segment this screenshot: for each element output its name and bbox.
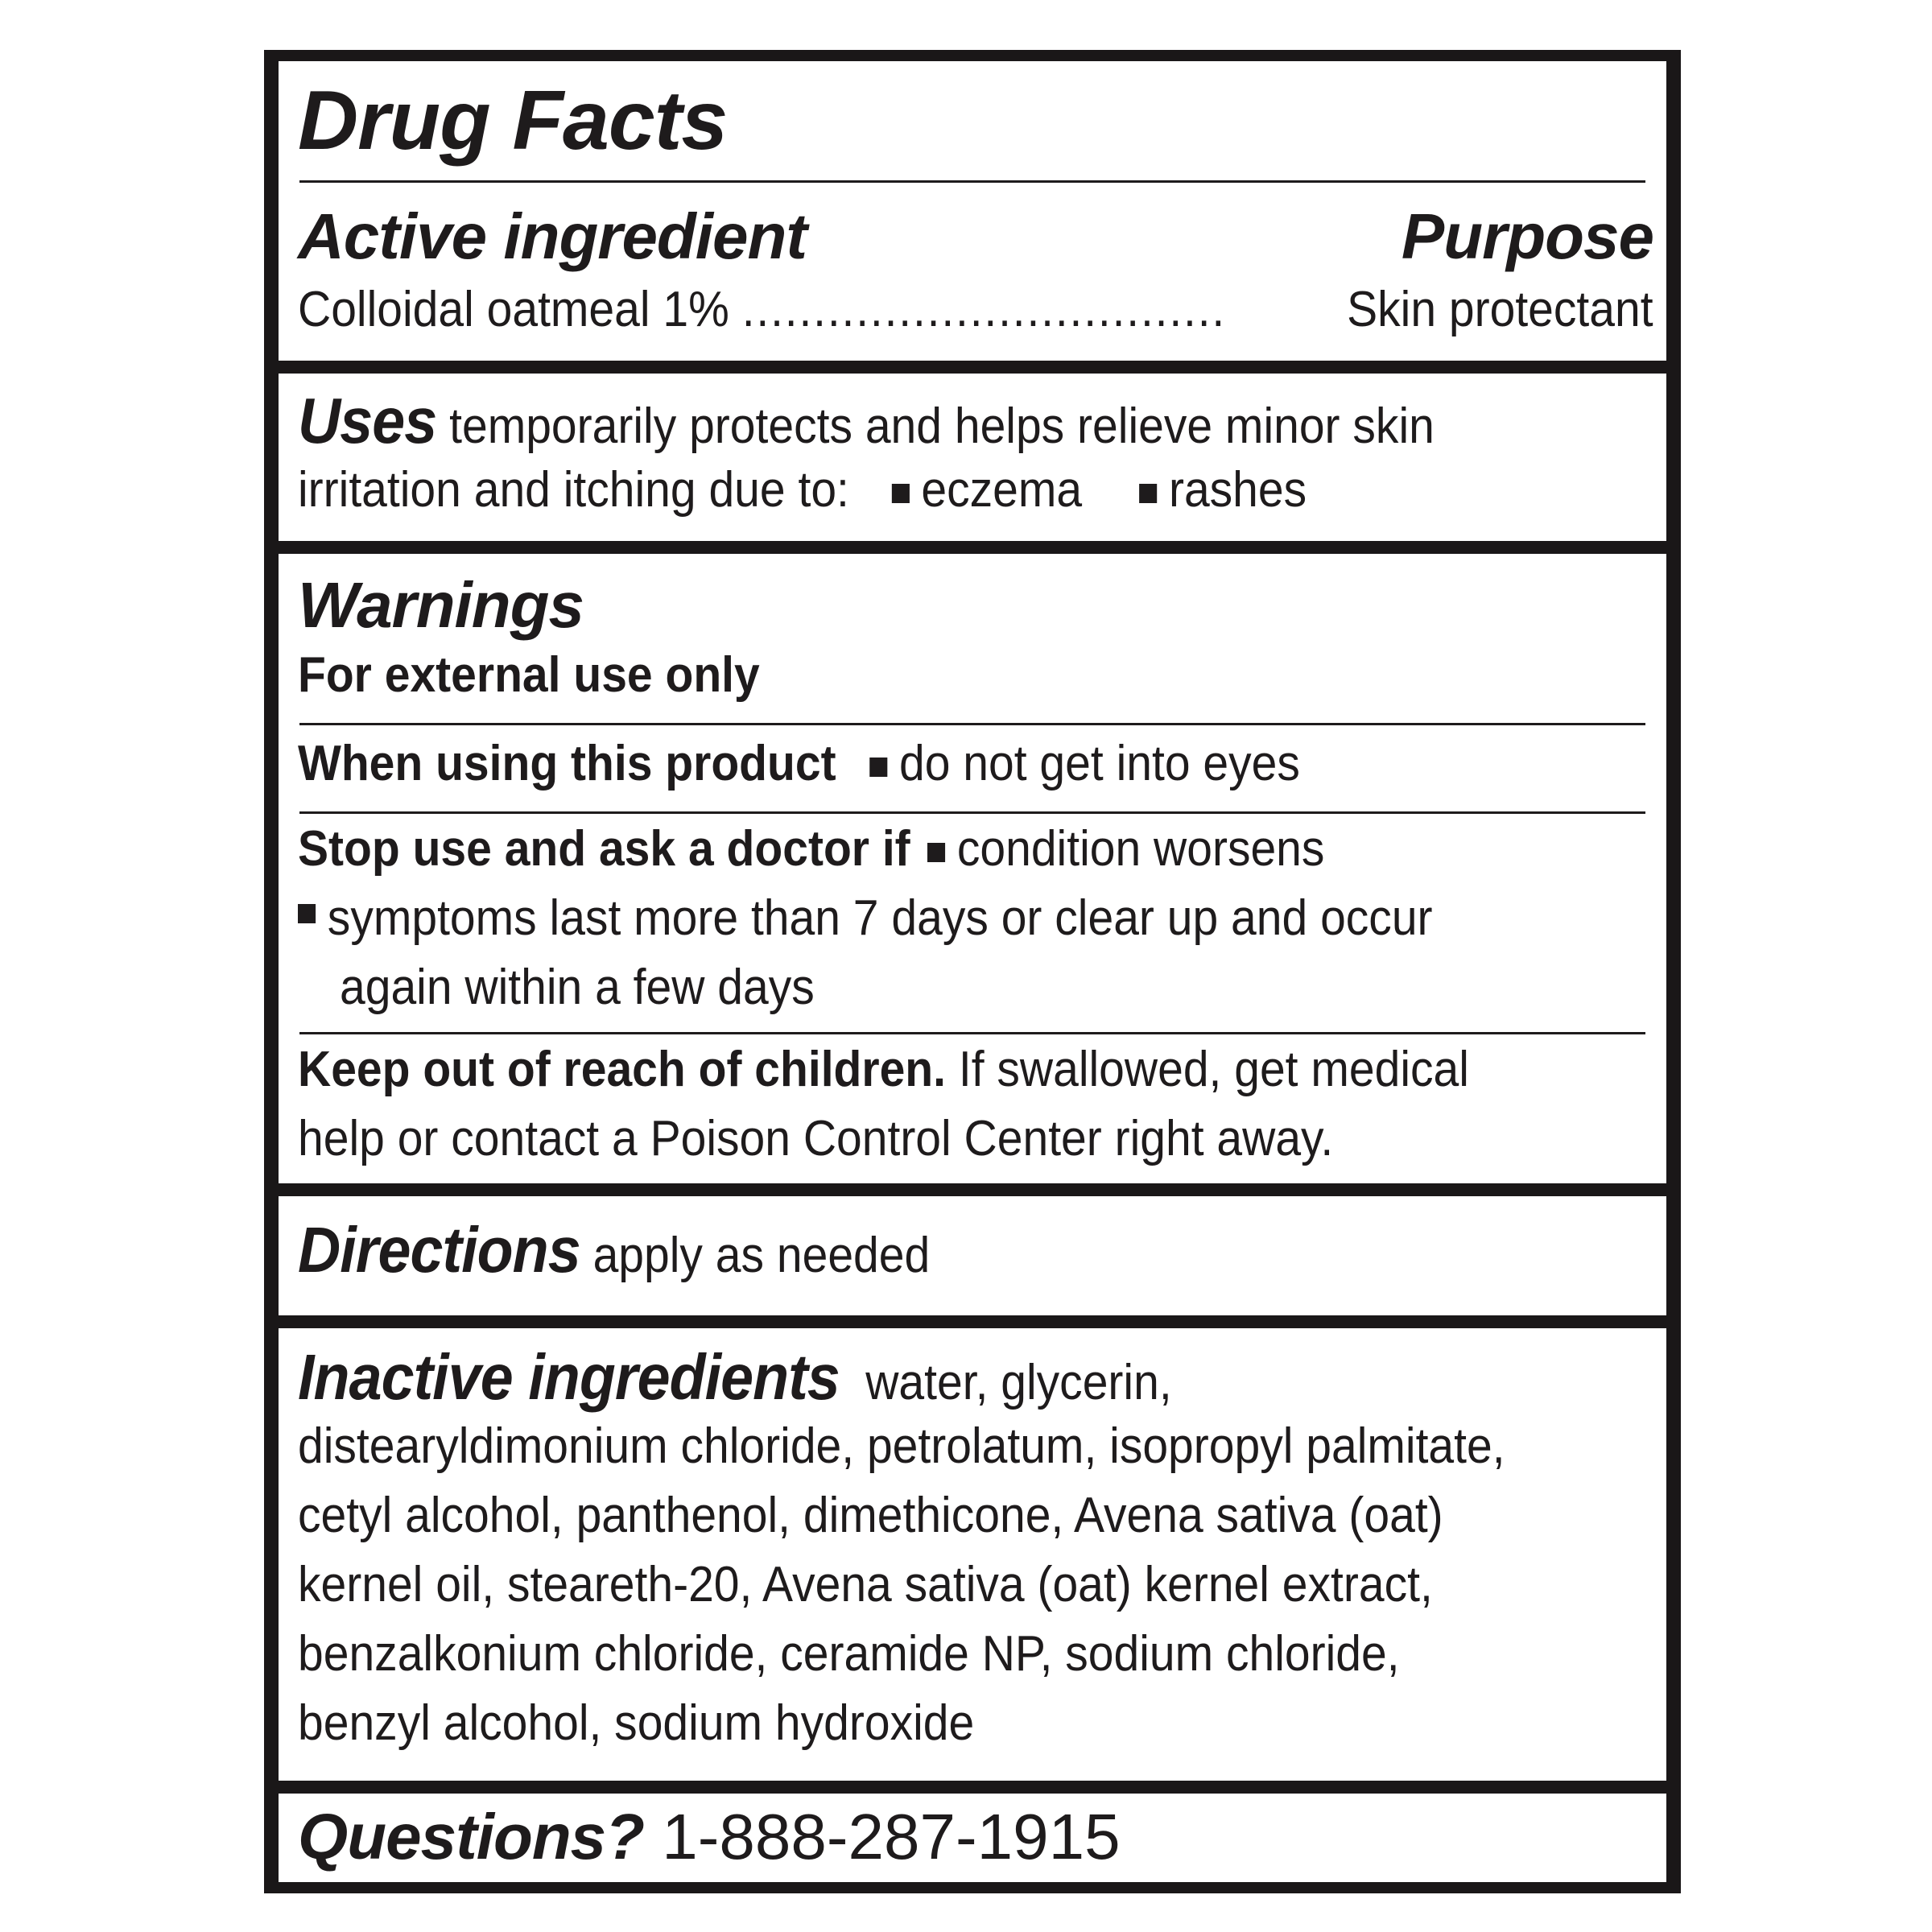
uses-panel	[279, 374, 1666, 541]
stop-use-bullet-1: condition worsens	[956, 821, 1325, 877]
questions-phone: 1-888-287-1915	[662, 1801, 1121, 1872]
questions-panel	[279, 1794, 1666, 1882]
active-ingredient-heading: Active ingredient	[298, 200, 807, 272]
drug-facts-label	[264, 50, 1681, 1893]
bullet-square-icon	[869, 758, 887, 777]
keep-out-row-1	[298, 1035, 1469, 1104]
uses-text-2: irritation and itching due to:	[298, 462, 849, 518]
bullet-square-icon	[298, 904, 316, 923]
warnings-panel	[279, 554, 1666, 1183]
inactive-line-3: kernel oil, steareth-20, Avena sativa (oat) kernel extract,	[298, 1557, 1433, 1612]
stop-use-bullet-2-line-2: again within a few days	[340, 960, 815, 1015]
uses-text-1: temporarily protects and helps relieve minor skin	[449, 398, 1435, 454]
title-divider	[299, 180, 1645, 183]
active-ingredient-row	[298, 275, 1226, 345]
directions-heading: Directions	[298, 1214, 580, 1286]
directions-panel	[279, 1196, 1666, 1315]
uses-line-2	[298, 456, 1307, 525]
stop-use-label: Stop use and ask a doctor if	[298, 821, 910, 877]
uses-heading: Uses	[298, 385, 437, 456]
active-ingredient-panel	[279, 61, 1666, 361]
inactive-line-0	[298, 1343, 1172, 1418]
inactive-line-5: benzyl alcohol, sodium hydroxide	[298, 1695, 975, 1751]
keep-out-text-2: help or contact a Poison Control Center right away.	[298, 1111, 1334, 1166]
inactive-ingredients-panel	[279, 1328, 1666, 1781]
when-using-text: do not get into eyes	[898, 736, 1300, 791]
external-use-only: For external use only	[298, 647, 760, 703]
warnings-divider-2	[299, 811, 1645, 814]
bullet-square-icon	[927, 843, 945, 862]
inactive-heading: Inactive ingredients	[298, 1341, 840, 1413]
dot-leader: ..................................	[741, 282, 1227, 337]
inactive-line-2: cetyl alcohol, panthenol, dimethicone, Avena sativa (oat)	[298, 1488, 1443, 1543]
questions-heading: Questions?	[298, 1801, 645, 1872]
stop-use-row	[298, 815, 1324, 884]
keep-out-text-1: If swallowed, get medical	[958, 1042, 1469, 1097]
uses-bullet-rashes: rashes	[1168, 462, 1307, 518]
when-using-row	[298, 729, 1300, 799]
drug-facts-title: Drug Facts	[298, 74, 728, 167]
uses-bullet-eczema: eczema	[921, 462, 1083, 518]
stop-use-bullet-2-line-1: symptoms last more than 7 days or clear up and occur	[327, 890, 1433, 946]
uses-line-1	[298, 386, 1435, 461]
purpose-heading: Purpose	[1401, 200, 1653, 272]
bullet-square-icon	[1139, 484, 1157, 503]
stop-use-bullet-2-row	[298, 884, 1433, 953]
questions-row	[298, 1797, 1121, 1877]
inactive-text-0: water, glycerin,	[865, 1355, 1172, 1410]
keep-out-label: Keep out of reach of children.	[298, 1042, 946, 1097]
when-using-label: When using this product	[298, 736, 836, 791]
warnings-divider-1	[299, 723, 1645, 725]
inactive-line-4: benzalkonium chloride, ceramide NP, sodium chloride,	[298, 1626, 1400, 1682]
directions-text: apply as needed	[592, 1228, 931, 1283]
warnings-divider-3	[299, 1032, 1645, 1034]
active-ingredient-name: Colloidal oatmeal 1%	[298, 282, 729, 337]
bullet-square-icon	[892, 484, 910, 503]
inactive-line-1: distearyldimonium chloride, petrolatum, isopropyl palmitate,	[298, 1418, 1505, 1474]
active-ingredient-purpose: Skin protectant	[1347, 282, 1653, 337]
directions-row	[298, 1216, 930, 1290]
warnings-heading: Warnings	[298, 569, 584, 641]
